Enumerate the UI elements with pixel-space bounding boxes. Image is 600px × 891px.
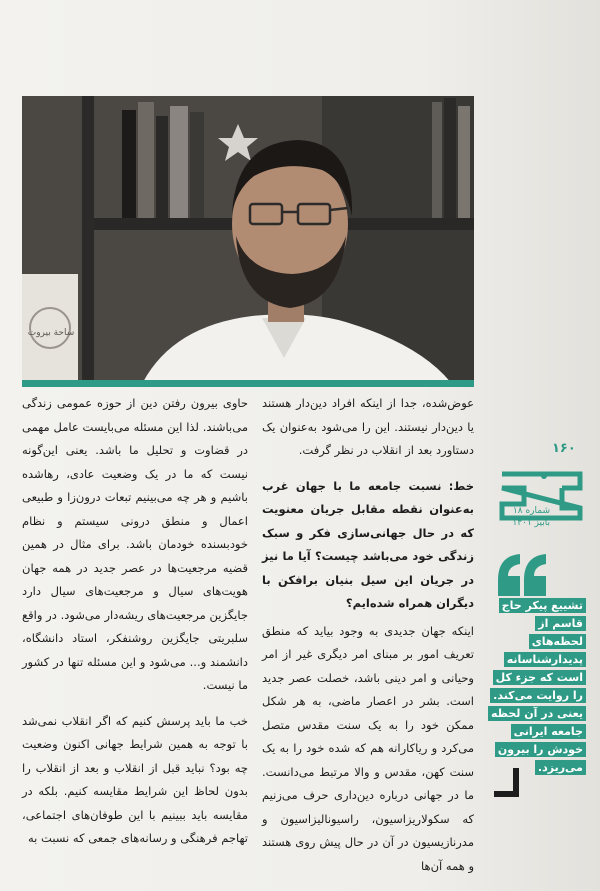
left-column xyxy=(22,392,248,863)
corner-bracket-icon xyxy=(492,768,520,798)
portrait-illustration xyxy=(22,96,474,384)
photo-sign-text: ساحة بيروت xyxy=(27,328,75,338)
accent-rule xyxy=(22,384,474,387)
issue-date: بابیز ۱۴۰۱ xyxy=(512,518,550,528)
issue-number: شماره ۱۸ xyxy=(512,506,550,516)
quote-mark-icon xyxy=(494,550,550,600)
interview-question: خط: نسبت جامعه ما با جهان غرب به‌عنوان نقطه مقابل جریان معنویت که در حال جهانی‌سازی فکر و سبک زندگی خود می‌باشد چیست؟ آیا ما نیز در جریان این سیل بنیان برافکن با دیگران همراه شده‌ایم؟ xyxy=(262,478,474,610)
right-paragraph-1: عوض‌شده، جدا از اینکه افراد دین‌دار هستند یا دین‌دار نیستند. این را می‌شود به‌عنوان یک دستاورد بعد از انقلاب در نظر گرفت. xyxy=(262,396,474,457)
left-paragraph-1: حاوی بیرون رفتن دین از حوزه عمومی زندگی می‌باشند. لذا این مسئله می‌بایست عامل مهمی در قضاوت و تحلیل ما باشد. یعنی این‌گونه نیست که ما در یک وضعیت عادی، رهاشده باشیم و هر چه می‌بینیم تبعات درون‌زا و طبیعی اعمال و منطق درونی سیستم و نظام خودبسنده خودمان باشد. برای مثال در همین قضیه مرجعیت‌ها در عصر جدید در همه جهان هویت‌های سیال و مرجعیت‌های سیال دارد جایگزین مرجعیت‌های ریشه‌دار می‌شود. در واقع سلبریتی جایگزین روشنفکر، استاد دانشگاه، دانشمند و... می‌شود و این مسئله تنها در کشور ما نیست. xyxy=(22,396,248,692)
right-column xyxy=(262,392,474,890)
page-number: ۱۶۰ xyxy=(552,441,576,456)
interview-photo xyxy=(22,96,474,384)
pull-quote-text: تشییع پیکر حاج قاسم از لحظه‌های پدیدارشناسانه است که جزء کل را روایت می‌کند. یعنی در آن لحظه جامعه ایرانی خودش را بیرون می‌ریزد. xyxy=(488,598,586,775)
left-paragraph-2: خب ما باید پرسش کنیم که اگر انقلاب نمی‌شد با توجه به همین شرایط جهانی اکنون وضعیت چه بود؟ نباید قبل از انقلاب و بعد از انقلاب را بدون لحاظ این شرایط مقایسه کنیم. بلکه در مقایسه باید ببینیم با این طوفان‌های اجتماعی، تهاجم فرهنگی و رسانه‌های جمعی که نسبت به xyxy=(22,713,248,845)
right-paragraph-2: اینکه جهان جدیدی به وجود بیاید که منطق تعریف امور بر مبنای امر دیگری غیر از امر وحیانی و امر دینی باشد، خصلت عصر جدید است. بشر در اعصار ماضی، به هر شکل ممکن خود را به یک سنت مقدس متصل می‌کرد و ریاکارانه هم که شده خود را به یک سنت کهن، مقدس و والا مرتبط می‌دانست. ما در جهانی درباره دین‌داری حرف می‌زنیم که سکولاریزاسیون، راسیونالیزاسیون و مدرنازیسیون در آن در حال پیش روی هستند و همه آن‌ها xyxy=(262,623,474,873)
pull-quote xyxy=(488,597,586,777)
issue-info xyxy=(490,505,550,529)
